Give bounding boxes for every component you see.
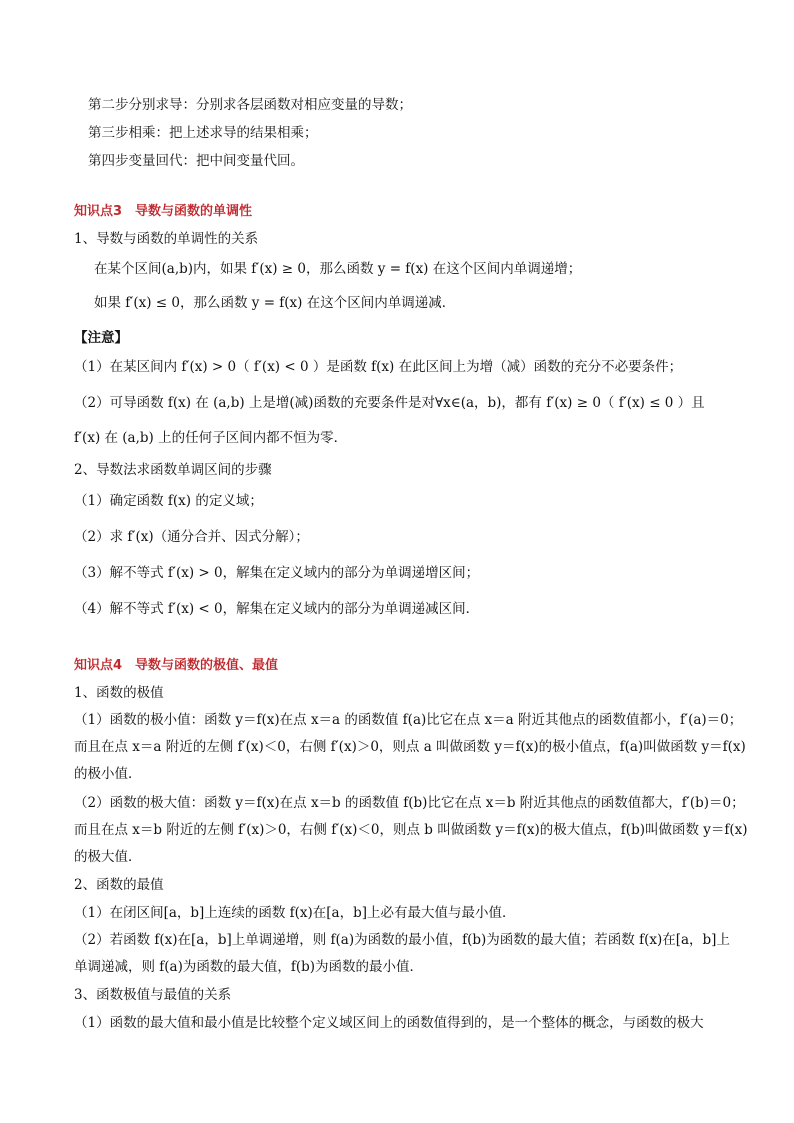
text-line: 如果 f′(x) ≤ 0，那么函数 y = f(x) 在这个区间内单调递减． (94, 295, 456, 311)
text-line: （3）解不等式 f′(x) > 0，解集在定义域内的部分为单调递增区间； (74, 565, 480, 581)
text-line: 的极大值． (74, 849, 142, 865)
text-line: （1）确定函数 f(x) 的定义域； (74, 493, 263, 509)
text-line: 单调递减，则 f(a)为函数的最大值，f(b)为函数的最小值． (74, 959, 424, 975)
note-title: 【注意】 (74, 330, 128, 346)
text-line: （1）在某区间内 f′(x) > 0（ f′(x) < 0 ）是函数 f(x) 在此区间上为增（减）函数的充分不必要条件； (74, 359, 683, 375)
subheading: 1、导数与函数的单调性的关系 (74, 231, 259, 247)
text-line: 的极小值． (74, 766, 142, 782)
text-line: 第三步相乘：把上述求导的结果相乘； (88, 125, 318, 141)
text-line: （2）若函数 f(x)在[a，b]上单调递增，则 f(a)为函数的最小值，f(b)为函数的最大值；若函数 f(x)在[a，b]上 (74, 932, 730, 948)
text-line: （2）可导函数 f(x) 在 (a,b) 上是增(减)函数的充要条件是对∀x∈(a，b)，都有 f′(x) ≥ 0（ f′(x) ≤ 0 ）且 (74, 395, 705, 411)
subheading: 2、函数的最值 (74, 877, 164, 893)
text-line: 第二步分别求导：分别求各层函数对相应变量的导数； (88, 97, 412, 113)
section-heading: 知识点4 导数与函数的极值、最值 (74, 658, 279, 673)
text-line: 而且在点 x＝a 附近的左侧 f′(x)＜0，右侧 f′(x)＞0，则点 a 叫做函数 y＝f(x)的极小值点，f(a)叫做函数 y＝f(x) (74, 739, 746, 755)
text-line: （2）求 f′(x)（通分合并、因式分解）； (74, 529, 309, 545)
text-line: （1）在闭区间[a，b]上连续的函数 f(x)在[a，b]上必有最大值与最小值． (74, 905, 516, 921)
subheading: 2、导数法求函数单调区间的步骤 (74, 462, 272, 478)
text-line: 而且在点 x＝b 附近的左侧 f′(x)＞0，右侧 f′(x)＜0，则点 b 叫做函数 y＝f(x)的极大值点，f(b)叫做函数 y＝f(x) (74, 822, 748, 838)
text-line: f′(x) 在 (a,b) 上的任何子区间内都不恒为零． (74, 430, 348, 446)
text-line: （1）函数的极小值：函数 y＝f(x)在点 x＝a 的函数值 f(a)比它在点 x＝a 附近其他点的函数值都小，f′(a)＝0； (74, 712, 743, 728)
subheading: 3、函数极值与最值的关系 (74, 987, 232, 1003)
text-line: 在某个区间(a,b)内，如果 f′(x) ≥ 0，那么函数 y = f(x) 在这个区间内单调递增； (94, 261, 582, 277)
section-heading: 知识点3 导数与函数的单调性 (74, 204, 253, 219)
text-line: （1）函数的最大值和最小值是比较整个定义域区间上的函数值得到的，是一个整体的概念，与函数的极大 (74, 1015, 704, 1031)
subheading: 1、函数的极值 (74, 685, 164, 701)
text-line: （4）解不等式 f′(x) < 0，解集在定义域内的部分为单调递减区间． (74, 601, 480, 617)
text-line: 第四步变量回代：把中间变量代回。 (88, 153, 304, 169)
text-line: （2）函数的极大值：函数 y＝f(x)在点 x＝b 的函数值 f(b)比它在点 x＝b 附近其他点的函数值都大，f′(b)＝0； (74, 795, 745, 811)
